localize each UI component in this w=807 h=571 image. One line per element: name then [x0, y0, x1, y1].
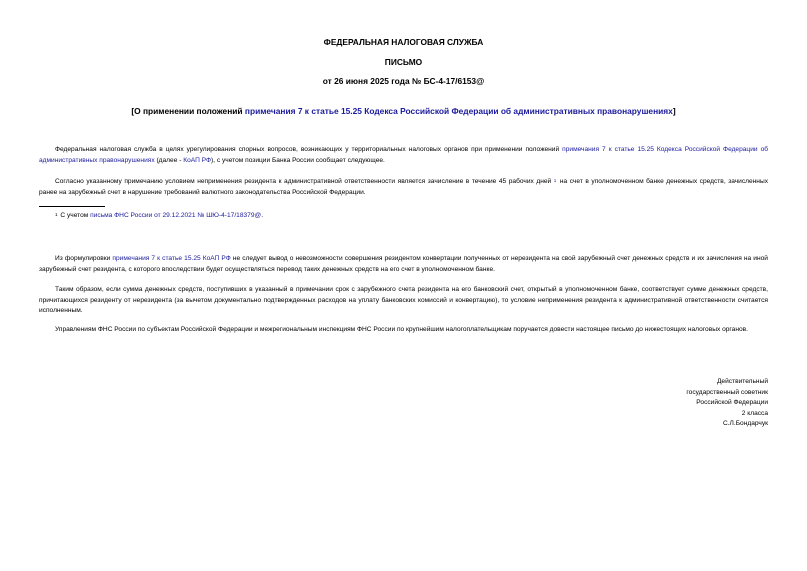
footnote-letter-link[interactable]: письма ФНС России от 29.12.2021 № ШЮ-4-17/18379@	[90, 212, 262, 219]
p1-koap-link[interactable]: КоАП РФ	[183, 156, 211, 164]
signature-line-2: государственный советник	[686, 388, 768, 396]
signature-line-4: 2 класса	[741, 409, 768, 417]
paragraph-3	[39, 254, 768, 275]
footnote-reference[interactable]: 1	[553, 178, 557, 183]
p3-text-2: не следует вывод о невозможности совершения резидентом конвертации полученных от нерезидента на свой зарубежный счет денежных средств и их зачисления на иной зарубежный счет резидента, с которого впоследствии будет осуществляться перевод таких денежных средств на его счет в уполномоченном банке.	[39, 255, 768, 273]
p2-text-1: Согласно указанному примечанию условием неприменения резидента к административной ответственности является зачисление в течение 45 рабочих дней	[55, 178, 554, 185]
paragraph-4: Таким образом, если сумма денежных средств, поступивших в указанный в примечании срок с зарубежного счета резидента на его банковский счет, открытый в уполномоченном банке, соответствует сумме денежных средств, причитающихся резиденту от нерезидента (за вычетом документально подтвержденных расходов на уплату банковских комиссий и конвертацию), то условие неприменения резидента к административной ответственности считается исполненным.	[39, 286, 768, 315]
p3-text-1: Из формулировки	[55, 255, 113, 262]
signature-line-1: Действительный	[716, 378, 768, 385]
subject-law-link[interactable]: примечания 7 к статье 15.25 Кодекса Российской Федерации об административных правонарушениях	[244, 106, 673, 116]
agency-title: ФЕДЕРАЛЬНАЯ НАЛОГОВАЯ СЛУЖБА	[323, 37, 484, 47]
subject-open: [О применении положений	[131, 106, 245, 116]
signature-line-3: Российской Федерации	[696, 399, 768, 407]
signature-block	[686, 377, 768, 430]
paragraph-2	[39, 176, 768, 198]
p2-text-2: на счет в уполномоченном банке денежных средств, зачисленных ранее на зарубежный счет в нарушение требований валютного законодательства Российской Федерации.	[39, 178, 768, 196]
p1-text-1: Федеральная налоговая служба в целях урегулирования спорных вопросов, возникающих у территориальных налоговых органов при применении положений	[55, 146, 563, 153]
document-subject	[0, 106, 807, 116]
footnote-text-1: С учетом	[58, 212, 91, 219]
p1-text-3: ), с учетом позиции Банка России сообщает следующее.	[210, 156, 385, 164]
document-date-number: от 26 июня 2025 года № БС-4-17/6153@	[322, 76, 485, 86]
p3-law-link[interactable]: примечания 7 к статье 15.25 КоАП РФ	[112, 255, 231, 262]
footnote-text-2: .	[261, 212, 264, 219]
subject-close: ]	[672, 106, 676, 116]
p1-text-2: (далее -	[154, 156, 184, 164]
footnote-mark: 1	[55, 212, 58, 217]
p1-law-link[interactable]: примечания 7 к статье 15.25 Кодекса Российской Федерации об административных правонарушениях	[39, 146, 769, 164]
document-type: ПИСЬМО	[384, 57, 423, 67]
signatory-name: С.Л.Бондарчук	[722, 420, 768, 428]
footnote-divider	[39, 206, 105, 207]
paragraph-1	[39, 145, 768, 166]
footnote	[55, 210, 263, 221]
paragraph-5: Управлениям ФНС России по субъектам Российской Федерации и межрегиональным инспекциям ФНС России по крупнейшим налогоплательщикам поручается довести настоящее письмо до нижестоящих налоговых органов.	[55, 326, 748, 333]
